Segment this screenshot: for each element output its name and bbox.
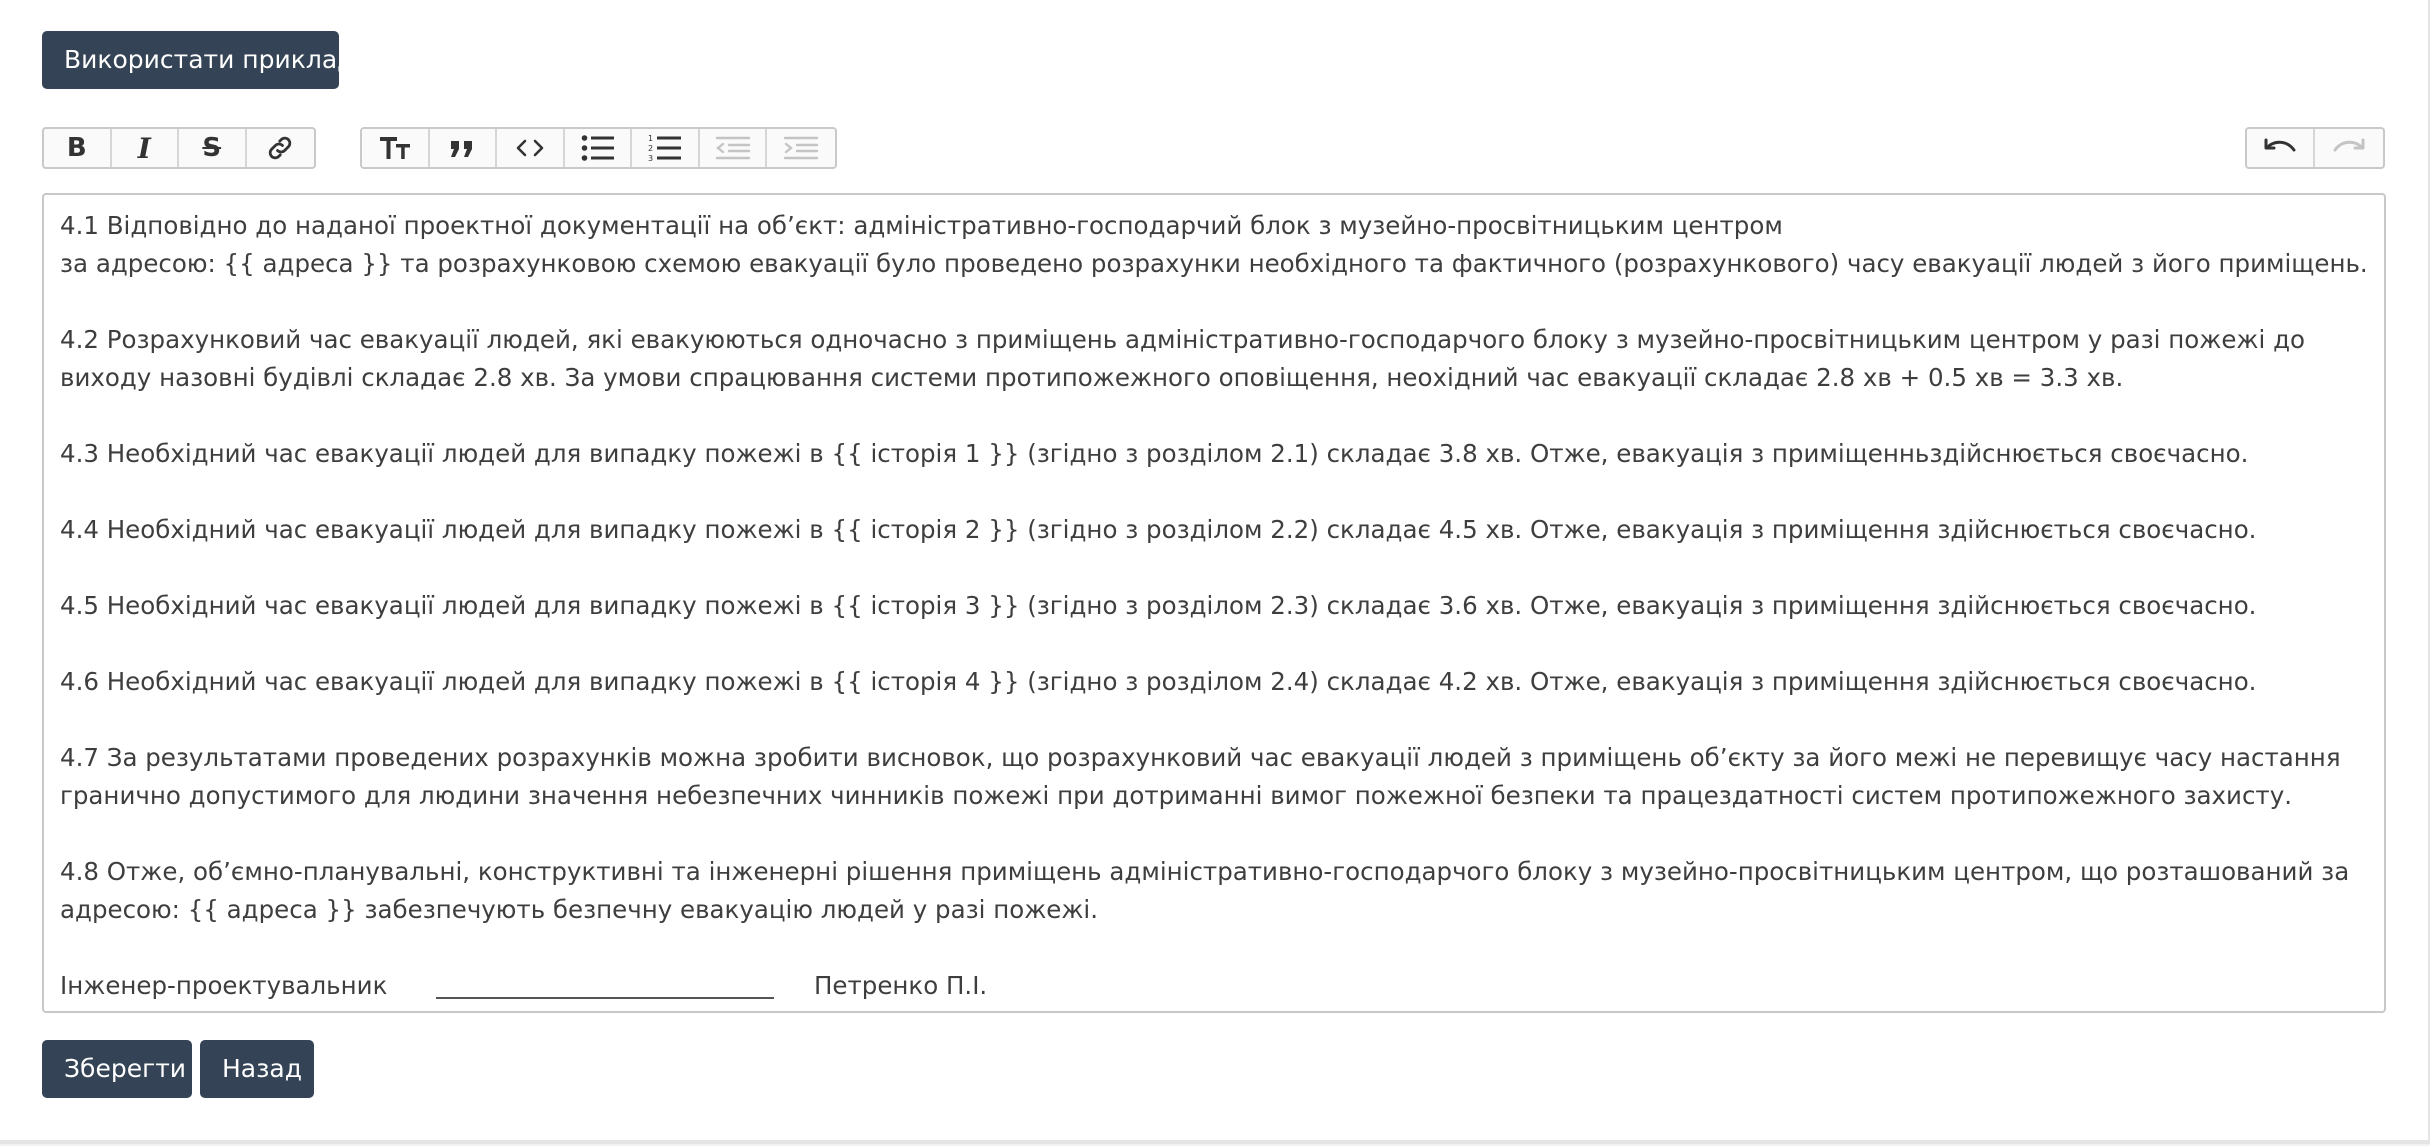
- signature-row: [60, 967, 2368, 1005]
- paragraph-4-7: 4.7 За результатами проведених розрахунків можна зробити висновок, що розрахунковий час евакуації людей з приміщень об’єкту за його межі не перевищує часу настання гранично допустимого для людини значення небезпечних чинників пожежі при дотриманні вимог пожежної безпеки та працездатності систем протипожежного захисту.: [60, 743, 2349, 810]
- svg-text:2: 2: [648, 144, 654, 153]
- redo-icon: [2331, 136, 2367, 160]
- italic-button[interactable]: [112, 129, 180, 167]
- paragraph-4-8: 4.8 Отже, об’ємно-планувальні, конструктивні та інженерні рішення приміщень адміністративно-господарчого блоку з музейно-просвітницьким центром, що розташований за адресою: {{ адреса }} забезпечують безпечну евакуацію людей у разі пожежі.: [60, 857, 2358, 924]
- toolbar-history-group: [2245, 127, 2385, 169]
- bullet-list-button[interactable]: [565, 129, 633, 167]
- toolbar-block-group: [360, 127, 837, 169]
- italic-icon: I: [137, 131, 151, 165]
- blank-line: [60, 549, 2368, 587]
- heading-icon: [379, 134, 411, 162]
- blank-line: [60, 397, 2368, 435]
- indent-button[interactable]: [767, 129, 835, 167]
- blank-line: [60, 473, 2368, 511]
- svg-text:1: 1: [648, 134, 654, 143]
- code-icon: [515, 137, 545, 159]
- signature-title: Інженер-проектувальник: [60, 971, 388, 1000]
- toolbar-format-group: [42, 127, 316, 169]
- use-example-button[interactable]: Використати приклад: [42, 31, 339, 89]
- quote-icon: [449, 137, 475, 159]
- undo-icon: [2262, 136, 2298, 160]
- undo-button[interactable]: [2247, 129, 2315, 167]
- code-button[interactable]: [497, 129, 565, 167]
- outdent-icon: [715, 135, 751, 161]
- link-button[interactable]: [247, 129, 314, 167]
- quote-button[interactable]: [430, 129, 498, 167]
- paragraph-4-3: 4.3 Необхідний час евакуації людей для випадку пожежі в {{ історія 1 }} (згідно з розділом 2.1) складає 3.8 хв. Отже, евакуація з приміщенньздійснюється своєчасно.: [60, 439, 2249, 468]
- numbered-list-button[interactable]: [632, 129, 700, 167]
- bold-icon: B: [66, 133, 87, 163]
- signature-name: Петренко П.І.: [814, 971, 988, 1000]
- strikethrough-icon: S: [202, 133, 222, 163]
- heading-button[interactable]: [362, 129, 430, 167]
- bullet-list-icon: [581, 134, 615, 162]
- strikethrough-button[interactable]: [179, 129, 247, 167]
- paragraph-4-1-line-1: 4.1 Відповідно до наданої проектної документації на об’єкт: адміністративно-господарчий блок з музейно-просвітницьким центром: [60, 211, 1783, 240]
- redo-button[interactable]: [2315, 129, 2383, 167]
- signature-line: [436, 969, 774, 999]
- svg-text:3: 3: [648, 154, 654, 163]
- indent-icon: [783, 135, 819, 161]
- back-button[interactable]: Назад: [200, 1040, 314, 1098]
- blank-line: [60, 625, 2368, 663]
- save-button[interactable]: Зберегти: [42, 1040, 192, 1098]
- blank-line: [60, 283, 2368, 321]
- blank-line: [60, 929, 2368, 967]
- paragraph-4-4: 4.4 Необхідний час евакуації людей для випадку пожежі в {{ історія 2 }} (згідно з розділом 2.2) складає 4.5 хв. Отже, евакуація з приміщення здійснюється своєчасно.: [60, 515, 2257, 544]
- paragraph-4-5: 4.5 Необхідний час евакуації людей для випадку пожежі в {{ історія 3 }} (згідно з розділом 2.3) складає 3.6 хв. Отже, евакуація з приміщення здійснюється своєчасно.: [60, 591, 2257, 620]
- paragraph-4-6: 4.6 Необхідний час евакуації людей для випадку пожежі в {{ історія 4 }} (згідно з розділом 2.4) складає 4.2 хв. Отже, евакуація з приміщення здійснюється своєчасно.: [60, 667, 2257, 696]
- numbered-list-icon: [648, 133, 682, 163]
- text-editor[interactable]: [42, 193, 2386, 1013]
- blank-line: [60, 701, 2368, 739]
- link-icon: [265, 133, 295, 163]
- outdent-button[interactable]: [700, 129, 768, 167]
- blank-line: [60, 815, 2368, 853]
- paragraph-4-2: 4.2 Розрахунковий час евакуації людей, які евакуюються одночасно з приміщень адміністративно-господарчого блоку з музейно-просвітницьким центром у разі пожежі до виходу назовні будівлі складає 2.8 хв. За умови спрацювання системи протипожежного оповіщення, неохідний час евакуації складає 2.8 хв + 0.5 хв = 3.3 хв.: [60, 325, 2313, 392]
- bold-button[interactable]: [44, 129, 112, 167]
- paragraph-4-1-line-2: за адресою: {{ адреса }} та розрахунковою схемою евакуації було проведено розрахунки необхідного та фактичного (розрахункового) часу евакуації людей з його приміщень.: [60, 249, 2368, 278]
